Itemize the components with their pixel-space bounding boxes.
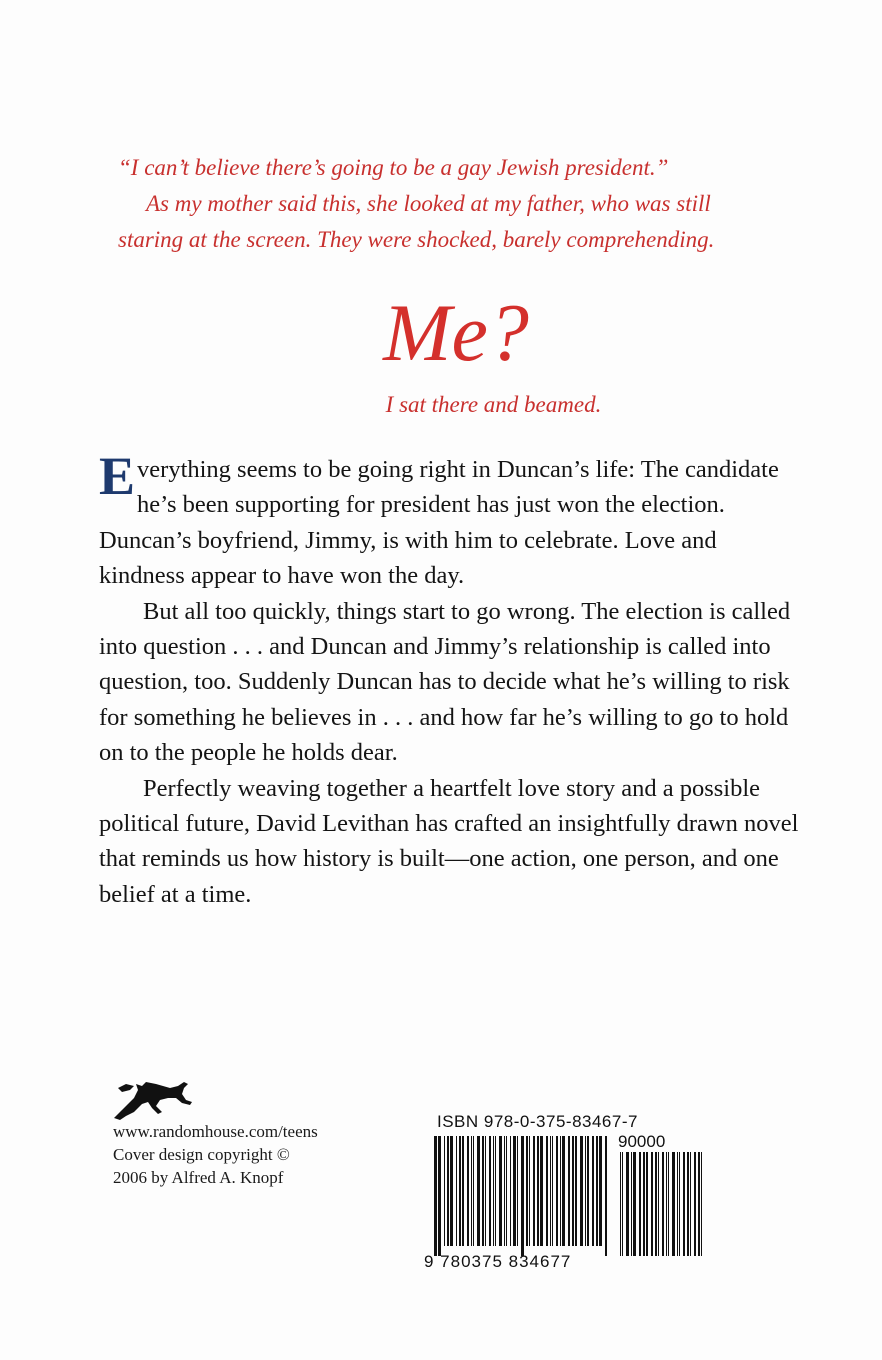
- opening-quote: [118, 150, 818, 258]
- barcode-bar: [585, 1136, 586, 1246]
- description-paragraph-3: Perfectly weaving together a heartfelt love story and a possible political future, David Levithan has crafted an insightfully drawn novel that reminds us how history is built—one action, one person, and one belief at a time.: [99, 774, 799, 908]
- running-dog-icon: [112, 1074, 194, 1122]
- barcode-bar: [546, 1136, 548, 1246]
- barcode-bar: [552, 1136, 553, 1246]
- copyright-line-2: 2006 by Alfred A. Knopf: [113, 1168, 284, 1187]
- barcode-bar: [568, 1136, 570, 1246]
- barcode-bar: [517, 1136, 518, 1246]
- headline: Me?: [383, 287, 529, 378]
- barcode-bar: [556, 1136, 558, 1246]
- beamed-line: I sat there and beamed.: [385, 392, 602, 417]
- barcode-bar: [444, 1136, 445, 1246]
- barcode-bar: [450, 1136, 453, 1246]
- publisher-url[interactable]: www.randomhouse.com/teens: [113, 1122, 318, 1141]
- barcode-bar: [662, 1152, 664, 1256]
- barcode-bar: [620, 1152, 621, 1256]
- barcode-bar: [639, 1152, 641, 1256]
- barcode-bar: [447, 1136, 449, 1246]
- barcode-bar: [626, 1152, 629, 1256]
- barcode-bar: [462, 1136, 464, 1246]
- barcode-bar: [485, 1136, 486, 1246]
- barcode-bar: [504, 1136, 505, 1246]
- drop-cap: E: [99, 446, 136, 506]
- barcode-bar: [599, 1136, 602, 1246]
- barcode-bar: [434, 1136, 437, 1256]
- imprint: [113, 1120, 413, 1189]
- barcode-bar: [459, 1136, 461, 1246]
- barcode-bar: [631, 1152, 632, 1256]
- price-code: 90000: [618, 1132, 666, 1151]
- barcode-bar: [467, 1136, 469, 1246]
- barcode-bar: [540, 1136, 543, 1246]
- barcode-bar: [668, 1152, 669, 1256]
- quote-line-3: staring at the screen. They were shocked, barely comprehending.: [118, 227, 715, 252]
- barcode-bar: [562, 1136, 565, 1246]
- barcode-bar: [572, 1136, 574, 1246]
- barcode-bar: [550, 1136, 551, 1246]
- barcode-bar: [506, 1136, 507, 1246]
- quote-line-2: As my mother said this, she looked at my father, who was still: [146, 191, 711, 216]
- barcode-bar: [471, 1136, 472, 1246]
- barcode-bar: [666, 1152, 667, 1256]
- price-barcode: [620, 1152, 704, 1256]
- barcode-bar: [438, 1136, 441, 1256]
- barcode-bar: [456, 1136, 457, 1246]
- barcode-bar: [493, 1136, 494, 1246]
- book-description: [99, 446, 799, 912]
- barcode-bar: [651, 1152, 653, 1256]
- barcode-digits: 9 780375 834677: [424, 1252, 572, 1271]
- barcode-bar: [679, 1152, 680, 1256]
- barcode-bar: [499, 1136, 502, 1246]
- paragraph-1-text: verything seems to be going right in Duncan’s life: The candidate he’s been supporting for president has just won the election. Duncan’s boyfriend, Jimmy, is with him to celebrate. Love and kindness appear to have won the day.: [99, 456, 779, 590]
- barcode-bar: [587, 1136, 589, 1246]
- barcode-bar: [529, 1136, 530, 1246]
- barcode-bar: [495, 1136, 496, 1246]
- barcode-bar: [521, 1136, 524, 1256]
- barcode-bar: [646, 1152, 648, 1256]
- barcode-bar: [513, 1136, 516, 1246]
- barcode-bar: [537, 1136, 539, 1246]
- description-paragraph-1: [99, 446, 799, 594]
- barcode-bar: [677, 1152, 678, 1256]
- isbn-barcode: [434, 1136, 610, 1256]
- barcode-bar: [526, 1136, 528, 1246]
- barcode-bar: [687, 1152, 689, 1256]
- barcode-bar: [489, 1136, 491, 1246]
- barcode-bar: [683, 1152, 685, 1256]
- quote-line-1: “I can’t believe there’s going to be a gay Jewish president.”: [118, 155, 669, 180]
- barcode-bar: [560, 1136, 561, 1246]
- description-paragraph-2: But all too quickly, things start to go wrong. The election is called into question . . . and Duncan and Jimmy’s relationship is called into question, too. Suddenly Duncan has to decide what he’s willing to risk for something he believes in . . . and how far he’s willing to go to hold on to the people he holds dear.: [99, 597, 791, 767]
- barcode-bar: [701, 1152, 702, 1256]
- barcode-bar: [596, 1136, 598, 1246]
- barcode-bar: [694, 1152, 696, 1256]
- barcode-bar: [473, 1136, 474, 1246]
- barcode-bar: [482, 1136, 484, 1246]
- barcode-bar: [690, 1152, 691, 1256]
- barcode-bar: [655, 1152, 657, 1256]
- isbn-label: ISBN 978-0-375-83467-7: [437, 1112, 638, 1131]
- copyright-line-1: Cover design copyright ©: [113, 1145, 290, 1164]
- barcode-bar: [633, 1152, 636, 1256]
- barcode-bar: [592, 1136, 594, 1246]
- barcode-bar: [580, 1136, 583, 1246]
- barcode-bar: [477, 1136, 480, 1246]
- barcode-bar: [622, 1152, 623, 1256]
- barcode-bar: [672, 1152, 675, 1256]
- barcode-bar: [533, 1136, 535, 1246]
- barcode-bar: [510, 1136, 511, 1246]
- barcode-block: [420, 1112, 720, 1277]
- barcode-bar: [698, 1152, 700, 1256]
- barcode-bar: [643, 1152, 645, 1256]
- barcode-bar: [605, 1136, 607, 1256]
- barcode-bar: [658, 1152, 659, 1256]
- barcode-bar: [575, 1136, 577, 1246]
